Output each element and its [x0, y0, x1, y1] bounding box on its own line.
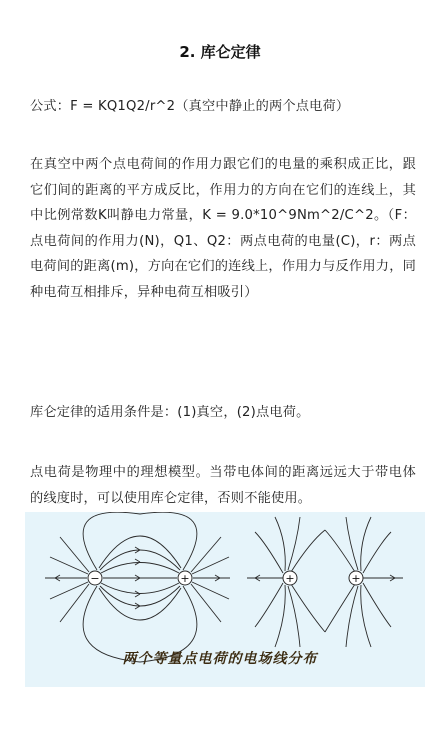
field-line: [50, 557, 88, 574]
field-line: [191, 584, 221, 622]
dipole-field-lines: [45, 512, 230, 662]
field-line: [325, 584, 355, 632]
figure-caption: 两个等量点电荷的电场线分布: [122, 651, 318, 667]
section-title: 2. 库仑定律: [179, 43, 261, 61]
point-charge-model-text: 点电荷是物理中的理想模型。当带电体间的距离远远大于带电体的线度时，可以使用库仑定律，否则不能使用。: [30, 465, 416, 506]
field-line: [99, 536, 181, 568]
field-line: [291, 584, 325, 632]
like-charges-field-lines: [247, 517, 403, 647]
charge-sign-right-2: +: [351, 572, 361, 585]
conditions-text: 库仑定律的适用条件是：(1)真空，(2)点电荷。: [30, 405, 310, 420]
arrow: [135, 559, 140, 565]
arrow: [135, 591, 140, 597]
charge-sign-left-1: −: [90, 572, 100, 585]
charge-sign-left-2: +: [180, 572, 190, 585]
field-line: [325, 530, 355, 572]
field-line: [83, 512, 197, 570]
field-line: [101, 583, 179, 594]
charge-sign-right-1: +: [285, 572, 295, 585]
field-line: [50, 582, 88, 599]
field-line: [60, 584, 89, 622]
field-line: [255, 583, 283, 627]
field-line: [99, 588, 181, 620]
field-line: [255, 532, 283, 573]
field-line: [363, 532, 391, 573]
field-line: [288, 517, 300, 570]
field-line: [101, 563, 179, 574]
field-line: [100, 550, 180, 570]
field-line: [346, 517, 358, 570]
formula-text: 公式：F = KQ1Q2/r^2（真空中静止的两个点电荷）: [30, 99, 350, 114]
field-line: [291, 530, 325, 572]
law-description: 在真空中两个点电荷间的作用力跟它们的电量的乘积成正比，跟它们间的距离的平方成反比，作用力的方向在它们的连线上，其中比例常数K叫静电力常量，K = 9.0*10^9Nm^2/C^2。（F：点电荷间的作用力(N)，Q1、Q2：两点电荷的电量(C)，r：两点电荷间的距离(m)，方向在它们的连线上，作用力与反作用力，同种电荷互相排斥，异种电荷互相吸引）: [30, 157, 416, 300]
field-line: [192, 582, 229, 599]
field-line: [192, 557, 229, 574]
field-line: [100, 586, 180, 606]
field-line: [363, 583, 391, 627]
